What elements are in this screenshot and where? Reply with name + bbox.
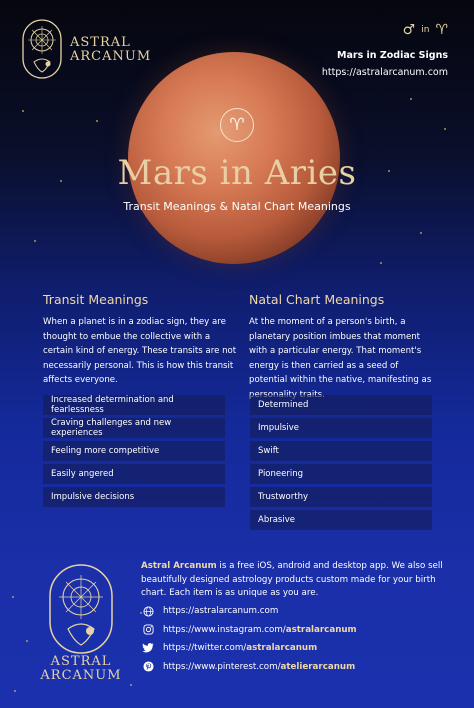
astral-arcanum-emblem-large-icon: [40, 563, 122, 655]
aries-symbol-icon: ♈: [435, 22, 448, 38]
list-item: Trustworthy: [250, 487, 432, 507]
twitter-handle: astralarcanum: [246, 643, 318, 653]
brand-wordmark: [70, 36, 151, 63]
pinterest-icon: [141, 660, 155, 674]
website-url: https://astralarcanum.com: [163, 606, 279, 616]
globe-icon: [141, 604, 155, 618]
mars-symbol-icon: ♂: [402, 22, 416, 38]
natal-list: [250, 395, 432, 533]
astral-arcanum-emblem-icon: [20, 18, 64, 80]
natal-heading: Natal Chart Meanings: [249, 292, 385, 307]
list-item: Pioneering: [250, 464, 432, 484]
transit-list: [43, 395, 225, 510]
list-item: Abrasive: [250, 510, 432, 530]
pinterest-handle: atelierarcanum: [280, 661, 356, 672]
list-item: Craving challenges and new experiences: [43, 418, 225, 438]
twitter-icon: [141, 641, 155, 655]
social-links: [141, 602, 357, 676]
instagram-link[interactable]: [141, 621, 357, 639]
natal-section: [249, 292, 439, 402]
page-title: Mars in Aries: [117, 153, 357, 193]
header-info: [322, 22, 448, 78]
transit-heading: Transit Meanings: [43, 292, 149, 307]
pinterest-link[interactable]: [141, 658, 357, 676]
twitter-url-prefix: https://twitter.com/: [163, 643, 247, 653]
list-item: Increased determination and fearlessness: [43, 395, 225, 415]
list-item: Determined: [250, 395, 432, 415]
list-item: Impulsive decisions: [43, 487, 225, 507]
list-item: Easily angered: [43, 464, 225, 484]
about-description: is a free iOS, android and desktop app. We also sell beautifully designed astrology products custom made for your birth chart. Each item is as unique as you are.: [141, 561, 443, 598]
about-brand-name: Astral Arcanum: [141, 561, 217, 571]
brand-line-1: ASTRAL: [70, 35, 131, 50]
natal-description: At the moment of a person's birth, a planetary position imbues that moment with a particular energy. That moment's energy is then carried as a seed of potential within the native, manifesting as: [249, 317, 432, 385]
header-url-link[interactable]: https://astralarcanum.com: [321, 67, 448, 78]
brand-line-1: ASTRAL: [50, 654, 112, 669]
transit-description: When a planet is in a zodiac sign, they are thought to embue the collective with a certain kind of energy. These transits are not necessarily personal. This is how this transit affects everyone.: [43, 317, 237, 385]
brand-line-2: ARCANUM: [40, 667, 122, 683]
instagram-handle: astralarcanum: [285, 624, 357, 635]
website-link[interactable]: [141, 602, 357, 620]
list-item: Impulsive: [250, 418, 432, 438]
about-text: [141, 560, 451, 601]
series-title: Mars in Zodiac Signs: [337, 50, 448, 61]
page-subtitle: Transit Meanings & Natal Chart Meanings: [123, 200, 351, 213]
in-label: in: [421, 25, 430, 35]
brand-line-2: ARCANUM: [70, 48, 152, 64]
list-item: Feeling more competitive: [43, 441, 225, 461]
aries-glyph-icon: ♈: [220, 108, 254, 142]
brand-wordmark-footer: [32, 655, 130, 682]
instagram-url-prefix: https://www.instagram.com/: [163, 624, 286, 635]
twitter-link[interactable]: [141, 639, 357, 657]
list-item: Swift: [250, 441, 432, 461]
transit-section: [43, 292, 239, 388]
instagram-icon: [141, 623, 155, 637]
pinterest-url-prefix: https://www.pinterest.com/: [163, 661, 281, 672]
